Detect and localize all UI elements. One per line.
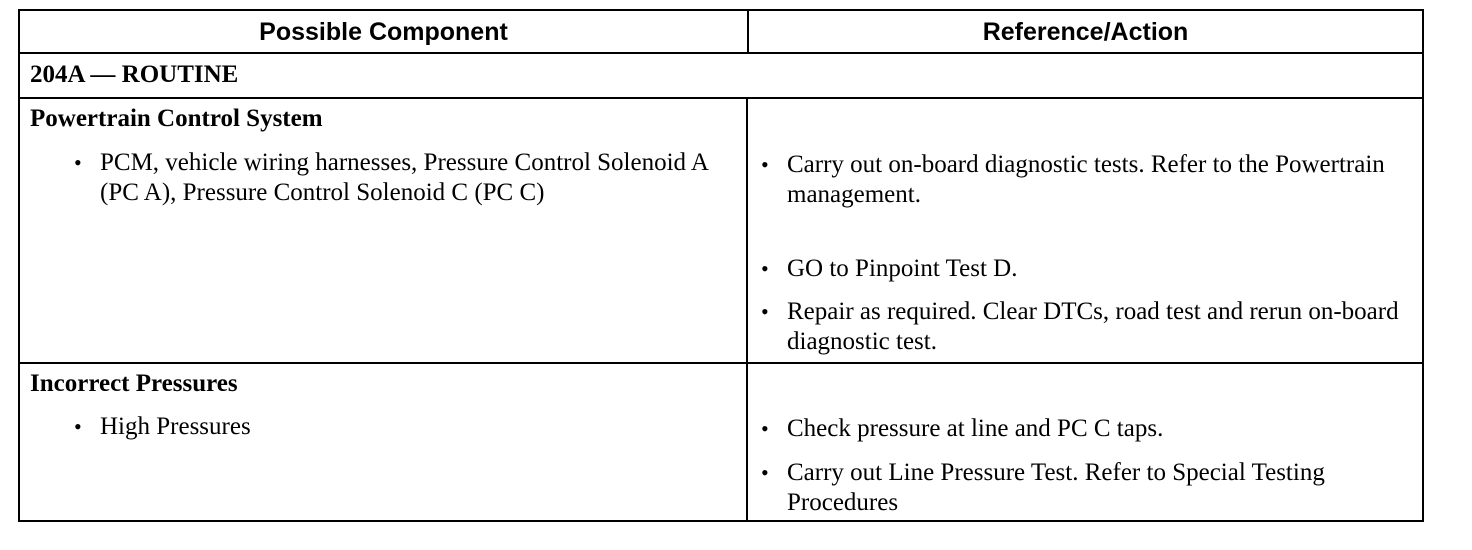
group-title-powertrain: Powertrain Control System: [30, 105, 323, 132]
body-column-divider: [746, 97, 748, 520]
action-item: • Repair as required. Clear DTCs, road test and rerun on-board diagnostic test.: [787, 297, 1407, 357]
column-header-component: Possible Component: [259, 18, 508, 46]
column-header-action: Reference/Action: [982, 18, 1189, 46]
section-divider: [20, 97, 1422, 99]
section-title: 204A — ROUTINE: [30, 61, 239, 88]
component-item: • PCM, vehicle wiring harnesses, Pressure Control Solenoid A (PC A), Pressure Control Solenoid C (PC C): [100, 148, 730, 208]
action-item: • Carry out Line Pressure Test. Refer to Special Testing Procedures: [787, 458, 1417, 518]
action-item: • GO to Pinpoint Test D.: [787, 254, 1407, 284]
action-item: • Carry out on-board diagnostic tests. Refer to the Powertrain management.: [787, 150, 1407, 210]
diagnostic-table: [18, 9, 1424, 522]
action-item: • Check pressure at line and PC C taps.: [787, 414, 1407, 444]
group-title-pressures: Incorrect Pressures: [30, 370, 238, 397]
group-divider: [20, 362, 1422, 364]
component-item: • High Pressures: [100, 412, 730, 442]
